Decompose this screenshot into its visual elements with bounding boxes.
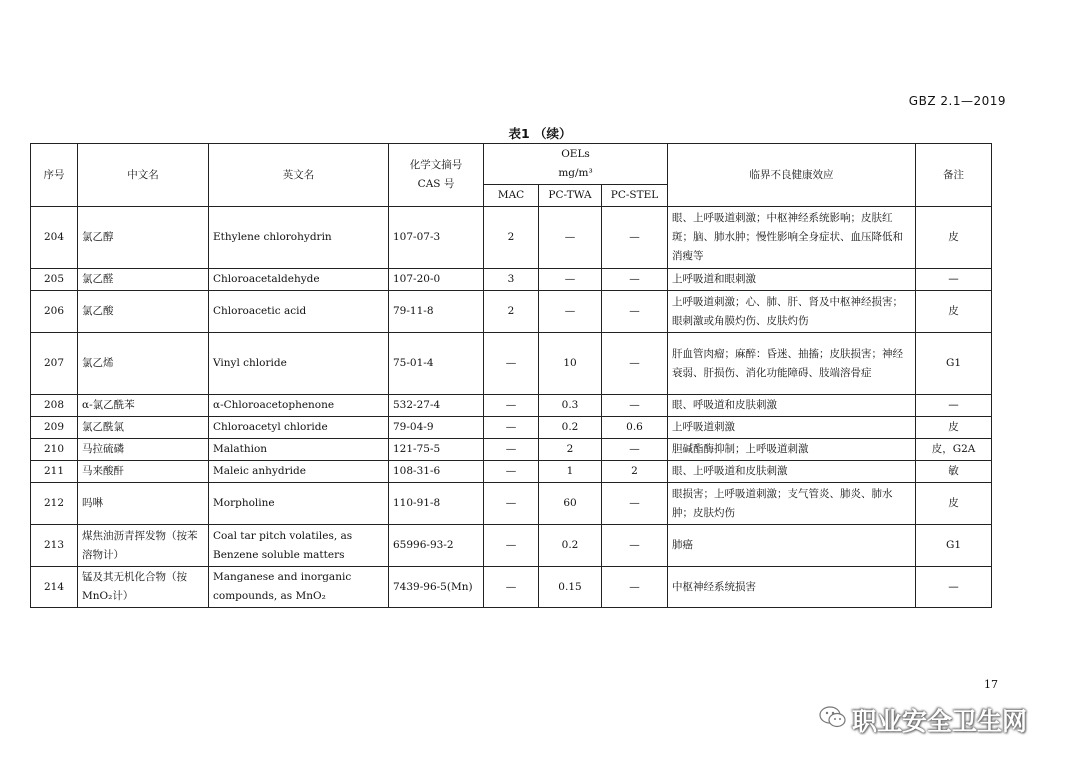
cell-cas: 110-91-8 <box>389 483 484 525</box>
cell-mac: — <box>484 461 539 483</box>
cell-en-name: Chloroacetyl chloride <box>209 417 389 439</box>
table-row <box>31 525 992 567</box>
cell-pc-twa: 0.2 <box>539 525 602 567</box>
cell-pc-twa: 2 <box>539 439 602 461</box>
table-caption: 表1 （续） <box>508 126 572 141</box>
cell-pc-stel: — <box>602 269 668 291</box>
cell-note: G1 <box>916 333 992 395</box>
cell-en-name: Ethylene chlorohydrin <box>209 207 389 269</box>
cell-pc-twa: 1 <box>539 461 602 483</box>
cell-effect: 肝血管肉瘤；麻醉：昏迷、抽搐；皮肤损害；神经衰弱、肝损伤、消化功能障碍、肢端溶骨症 <box>668 333 916 395</box>
cell-pc-stel: — <box>602 333 668 395</box>
header-cas <box>389 144 484 207</box>
header-note: 备注 <box>916 144 992 207</box>
cell-en-name: α-Chloroacetophenone <box>209 395 389 417</box>
cell-effect: 上呼吸道刺激 <box>668 417 916 439</box>
cell-no: 213 <box>31 525 78 567</box>
cell-en-name: Chloroacetaldehyde <box>209 269 389 291</box>
header-no: 序号 <box>31 144 78 207</box>
cell-effect: 眼、呼吸道和皮肤刺激 <box>668 395 916 417</box>
cell-cn-name: 马拉硫磷 <box>78 439 209 461</box>
table-row <box>31 461 992 483</box>
cell-effect: 眼、上呼吸道刺激；中枢神经系统影响；皮肤红斑；脑、肺水肿；慢性影响全身症状、血压降低和消瘦等 <box>668 207 916 269</box>
cell-cas: 79-04-9 <box>389 417 484 439</box>
cell-note: — <box>916 567 992 608</box>
table-row <box>31 291 992 333</box>
cell-cas: 532-27-4 <box>389 395 484 417</box>
cell-no: 211 <box>31 461 78 483</box>
cell-cn-name: 氯乙烯 <box>78 333 209 395</box>
cell-pc-twa: 0.3 <box>539 395 602 417</box>
cell-note: 敏 <box>916 461 992 483</box>
header-oels-unit: mg/m³ <box>558 167 593 179</box>
cell-pc-stel: 0.6 <box>602 417 668 439</box>
cell-effect: 肺癌 <box>668 525 916 567</box>
cell-pc-stel: — <box>602 291 668 333</box>
cell-cn-name: 马来酸酐 <box>78 461 209 483</box>
cell-no: 205 <box>31 269 78 291</box>
cell-effect: 眼、上呼吸道和皮肤刺激 <box>668 461 916 483</box>
cell-pc-twa: 10 <box>539 333 602 395</box>
header-oels <box>484 144 668 185</box>
cell-pc-stel: — <box>602 567 668 608</box>
cell-no: 210 <box>31 439 78 461</box>
table-row <box>31 395 992 417</box>
header-cn-name: 中文名 <box>78 144 209 207</box>
cell-cn-name: α-氯乙酰苯 <box>78 395 209 417</box>
cell-mac: — <box>484 395 539 417</box>
cell-effect: 上呼吸道和眼刺激 <box>668 269 916 291</box>
cell-mac: 2 <box>484 207 539 269</box>
cell-pc-stel: — <box>602 483 668 525</box>
cell-en-name: Chloroacetic acid <box>209 291 389 333</box>
header-pc-twa: PC-TWA <box>539 185 602 207</box>
cell-pc-twa: 0.2 <box>539 417 602 439</box>
cell-effect: 中枢神经系统损害 <box>668 567 916 608</box>
header-en-name: 英文名 <box>209 144 389 207</box>
cell-mac: 3 <box>484 269 539 291</box>
cell-en-name: Manganese and inorganic compounds, as MnO₂ <box>209 567 389 608</box>
cell-mac: — <box>484 417 539 439</box>
cell-mac: — <box>484 333 539 395</box>
table-row <box>31 417 992 439</box>
cell-cn-name: 氯乙醇 <box>78 207 209 269</box>
cell-mac: 2 <box>484 291 539 333</box>
cell-effect: 眼损害；上呼吸道刺激；支气管炎、肺炎、肺水肿；皮肤灼伤 <box>668 483 916 525</box>
cell-mac: — <box>484 567 539 608</box>
cell-pc-stel: — <box>602 207 668 269</box>
cell-no: 204 <box>31 207 78 269</box>
cell-note: 皮 <box>916 483 992 525</box>
watermark-text: 职业安全卫生网 <box>852 707 1028 736</box>
cell-no: 207 <box>31 333 78 395</box>
wechat-icon <box>818 704 848 730</box>
cell-pc-stel: — <box>602 525 668 567</box>
header-cas-line2: CAS 号 <box>417 178 455 190</box>
cell-note: G1 <box>916 525 992 567</box>
standard-number: GBZ 2.1—2019 <box>908 94 1006 108</box>
cell-cas: 121-75-5 <box>389 439 484 461</box>
cell-cas: 79-11-8 <box>389 291 484 333</box>
cell-cn-name: 吗啉 <box>78 483 209 525</box>
cell-pc-stel: — <box>602 395 668 417</box>
cell-effect: 上呼吸道刺激；心、肺、肝、肾及中枢神经损害；眼刺激或角膜灼伤、皮肤灼伤 <box>668 291 916 333</box>
cell-no: 214 <box>31 567 78 608</box>
header-pc-stel: PC-STEL <box>602 185 668 207</box>
cell-effect: 胆碱酯酶抑制；上呼吸道刺激 <box>668 439 916 461</box>
cell-cas: 107-20-0 <box>389 269 484 291</box>
cell-cn-name: 煤焦油沥青挥发物（按苯溶物计） <box>78 525 209 567</box>
cell-cas: 65996-93-2 <box>389 525 484 567</box>
cell-pc-twa: — <box>539 269 602 291</box>
cell-no: 212 <box>31 483 78 525</box>
cell-en-name: Coal tar pitch volatiles, as Benzene soluble matters <box>209 525 389 567</box>
page-number: 17 <box>984 678 998 691</box>
cell-note: 皮，G2A <box>916 439 992 461</box>
cell-no: 209 <box>31 417 78 439</box>
cell-pc-stel: — <box>602 439 668 461</box>
cell-cn-name: 氯乙酸 <box>78 291 209 333</box>
cell-note: — <box>916 269 992 291</box>
cell-cas: 7439-96-5(Mn) <box>389 567 484 608</box>
cell-en-name: Maleic anhydride <box>209 461 389 483</box>
header-cas-line1: 化学文摘号 <box>409 159 463 171</box>
cell-note: 皮 <box>916 291 992 333</box>
cell-pc-twa: — <box>539 207 602 269</box>
header-effect: 临界不良健康效应 <box>668 144 916 207</box>
header-oels-label: OELs <box>561 148 590 160</box>
oels-table <box>30 143 992 608</box>
table-row <box>31 207 992 269</box>
cell-cn-name: 氯乙酰氯 <box>78 417 209 439</box>
cell-cn-name: 氯乙醛 <box>78 269 209 291</box>
cell-pc-twa: 60 <box>539 483 602 525</box>
cell-cas: 107-07-3 <box>389 207 484 269</box>
cell-pc-twa: — <box>539 291 602 333</box>
cell-no: 206 <box>31 291 78 333</box>
table-row <box>31 333 992 395</box>
cell-no: 208 <box>31 395 78 417</box>
cell-note: 皮 <box>916 417 992 439</box>
cell-mac: — <box>484 525 539 567</box>
cell-cas: 108-31-6 <box>389 461 484 483</box>
table-row <box>31 269 992 291</box>
cell-cas: 75-01-4 <box>389 333 484 395</box>
cell-en-name: Morpholine <box>209 483 389 525</box>
cell-en-name: Vinyl chloride <box>209 333 389 395</box>
cell-pc-twa: 0.15 <box>539 567 602 608</box>
table-row <box>31 483 992 525</box>
header-mac: MAC <box>484 185 539 207</box>
cell-pc-stel: 2 <box>602 461 668 483</box>
table-row <box>31 439 992 461</box>
cell-note: — <box>916 395 992 417</box>
cell-mac: — <box>484 439 539 461</box>
cell-en-name: Malathion <box>209 439 389 461</box>
cell-cn-name: 锰及其无机化合物（按MnO₂计） <box>78 567 209 608</box>
cell-note: 皮 <box>916 207 992 269</box>
table-row <box>31 567 992 608</box>
cell-mac: — <box>484 483 539 525</box>
